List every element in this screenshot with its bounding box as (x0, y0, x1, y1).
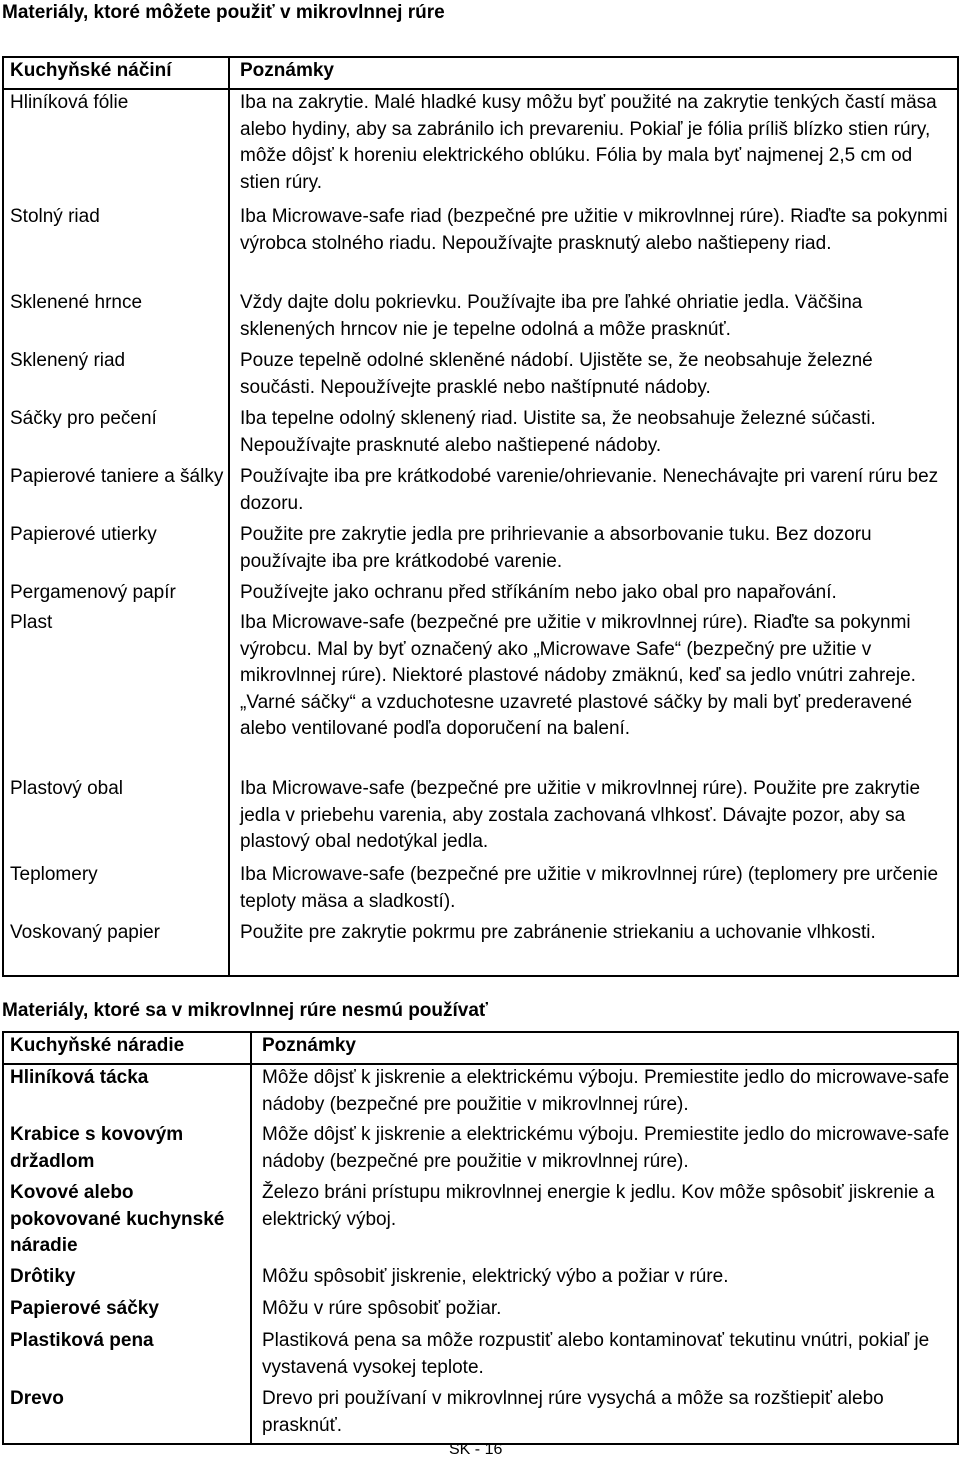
table-row (3, 1064, 958, 1122)
table-row (3, 464, 958, 522)
material-name: Stolný riad (3, 204, 229, 290)
material-note: Iba Microwave-safe (bezpečné pre užitie v mikrovlnnej rúre). Riaďte sa pokynmi výrobcu. Mal by byť označený ako „Microwave Safe“ (bezpečný pre užitie v mikrovlnnej rúre). Niektoré plastové nádoby zmäknú, keď sa jedlo vnútri zahreje. „Varné sáčky“ a vzduchotesne uzavreté plastové sáčky by mali byť prederavené alebo ventilované podľa doporučení na balení. (240, 612, 916, 739)
table-row (3, 522, 958, 580)
material-name: Pergamenový papír (3, 580, 229, 610)
material-note: Použite pre zakrytie pokrmu pre zabránenie striekaniu a uchovanie vlhkosti. (240, 922, 876, 943)
table-row (3, 862, 958, 920)
material-note: Železo bráni prístupu mikrovlnnej energie k jedlu. Kov môže spôsobiť jiskrenie a elektrický výboj. (251, 1180, 958, 1264)
table-row (3, 1180, 958, 1264)
material-name: Hliníková tácka (3, 1064, 251, 1122)
material-name: Hliníková fólie (3, 89, 229, 204)
table-row (3, 776, 958, 862)
table-row (3, 920, 958, 976)
material-name: Krabice s kovovým držadlom (3, 1122, 251, 1180)
table-row (3, 204, 958, 290)
forbidden-materials-table (2, 1031, 959, 1445)
material-note: Môže dôjsť k jiskrenie a elektrickému výboju. Premiestite jedlo do microwave-safe nádoby (bezpečné pre použitie v mikrovlnnej rúre). (251, 1064, 958, 1122)
section-title-usable-materials: Materiály, ktoré môžete použiť v mikrovlnnej rúre (2, 2, 445, 23)
material-name: Sáčky pro pečení (3, 406, 229, 464)
table-row (3, 348, 958, 406)
column-header-notes: Poznámky (251, 1032, 958, 1064)
usable-materials-table (2, 56, 959, 977)
material-name: Voskovaný papier (3, 920, 229, 976)
material-note: Iba tepelne odolný sklenený riad. Uistite sa, že neobsahuje železné súčasti. Nepoužívajte prasknuté alebo naštiepené nádoby. (240, 408, 876, 456)
page-number: SK - 16 (449, 1441, 503, 1458)
table-row (3, 290, 958, 348)
table-row (3, 610, 958, 776)
table-row (3, 406, 958, 464)
table-row (3, 1122, 958, 1180)
material-name: Plastový obal (3, 776, 229, 862)
material-note: Drevo pri používaní v mikrovlnnej rúre vysychá a môže sa rozštiepiť alebo prasknúť. (251, 1386, 958, 1444)
material-note: Iba Microwave-safe (bezpečné pre užitie v mikrovlnnej rúre) (teplomery pre určenie teploty mäsa a sladkostí). (240, 864, 939, 912)
material-name: Kovové alebo pokovované kuchynské náradie (3, 1180, 251, 1264)
material-note: Používajte iba pre krátkodobé varenie/ohrievanie. Nenechávajte pri varení rúru bez dozoru. (240, 466, 939, 514)
material-note: Môžu v rúre spôsobiť požiar. (251, 1296, 958, 1328)
material-note: Iba na zakrytie. Malé hladké kusy môžu byť použité na zakrytie tenkých častí mäsa alebo hydiny, aby sa zabránilo ich prevareniu. Pokiaľ je fólia príliš blízko stien rúry, môže dôjsť k horeniu elektrického oblúku. Fólia by mala byť najmenej 2,5 cm od stien rúry. (240, 92, 937, 193)
table-row (3, 1296, 958, 1328)
material-note: Iba Microwave-safe (bezpečné pre užitie v mikrovlnnej rúre). Použite pre zakrytie jedla v priebehu varenia, aby zostala zachovaná vlhkosť. Dávajte pozor, aby sa plastový obal nedotýkal jedla. (240, 778, 921, 852)
material-name: Drôtiky (3, 1264, 251, 1296)
material-name: Plastiková pena (3, 1328, 251, 1386)
material-name: Teplomery (3, 862, 229, 920)
section-title-forbidden-materials: Materiály, ktoré sa v mikrovlnnej rúre nesmú používať (2, 1000, 489, 1021)
material-name: Papierové taniere a šálky (3, 464, 229, 522)
material-note: Pouze tepelně odolné skleněné nádobí. Ujistěte se, že neobsahuje železné součásti. Nepoužívejte prasklé nebo naštípnuté nádoby. (240, 350, 873, 398)
material-note: Plastiková pena sa môže rozpustiť alebo kontaminovať tekutinu vnútri, pokiaľ je vystavená vysokej teplote. (251, 1328, 958, 1386)
material-name: Papierové utierky (3, 522, 229, 580)
table-row (3, 89, 958, 204)
material-name: Sklenené hrnce (3, 290, 229, 348)
table-header-row (3, 57, 958, 89)
material-note: Použite pre zakrytie jedla pre prihrievanie a absorbovanie tuku. Bez dozoru používajte iba pre krátkodobé varenie. (240, 524, 872, 572)
material-name: Sklenený riad (3, 348, 229, 406)
material-note: Používejte jako ochranu před stříkáním nebo jako obal pro napařování. (240, 582, 837, 603)
table-row (3, 1328, 958, 1386)
column-header-utensils: Kuchyňské náradie (3, 1032, 251, 1064)
table-row (3, 1386, 958, 1444)
material-note: Môže dôjsť k jiskrenie a elektrickému výboju. Premiestite jedlo do microwave-safe nádoby (bezpečné pre použitie v mikrovlnnej rúre). (251, 1122, 958, 1180)
material-name: Papierové sáčky (3, 1296, 251, 1328)
material-name: Plast (3, 610, 229, 776)
column-header-utensils: Kuchyňské náčiní (3, 57, 229, 89)
table-row (3, 1264, 958, 1296)
column-header-notes: Poznámky (229, 57, 958, 89)
material-note: Môžu spôsobiť jiskrenie, elektrický výbo a požiar v rúre. (251, 1264, 958, 1296)
material-name: Drevo (3, 1386, 251, 1444)
table-row (3, 580, 958, 610)
material-note: Vždy dajte dolu pokrievku. Používajte iba pre ľahké ohriatie jedla. Väčšina sklenených hrncov nie je tepelne odolná a môže prasknúť. (240, 292, 863, 340)
material-note: Iba Microwave-safe riad (bezpečné pre užitie v mikrovlnnej rúre). Riaďte sa pokynmi výrobca stolného riadu. Nepoužívajte prasknutý alebo naštiepeny riad. (240, 206, 948, 254)
table-header-row (3, 1032, 958, 1064)
